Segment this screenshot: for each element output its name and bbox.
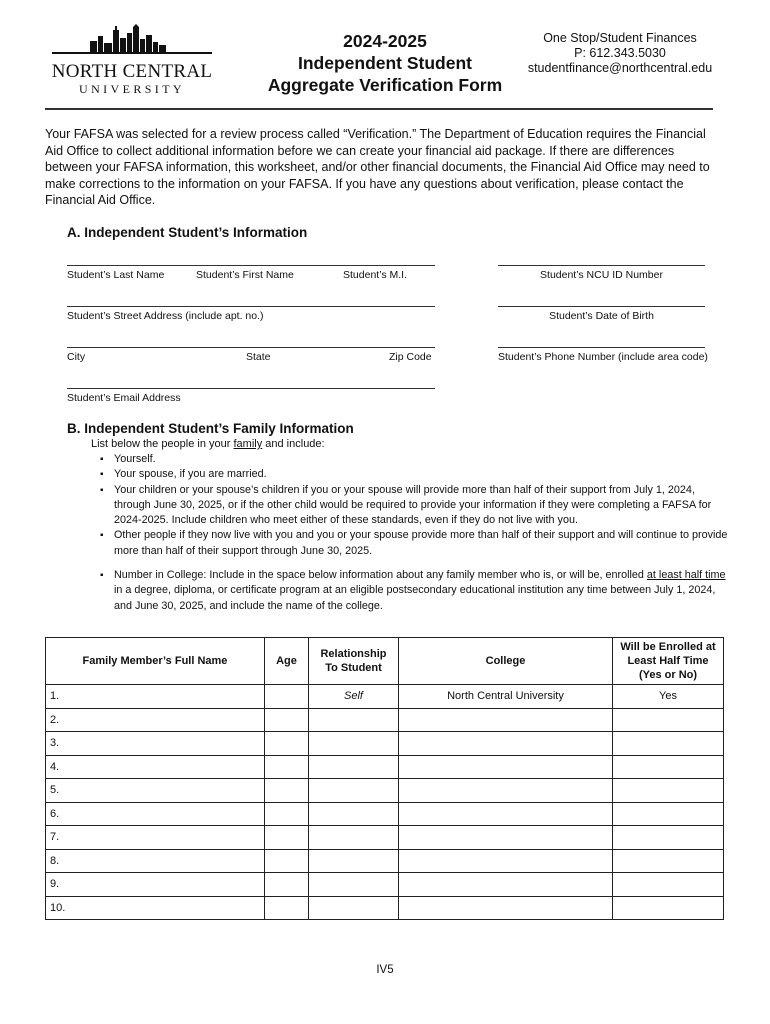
family-include-list [100,452,730,559]
age-cell[interactable] [265,732,309,756]
table-row [46,685,724,709]
college-cell[interactable] [399,802,613,826]
college-cell[interactable] [399,849,613,873]
college-note-text: Number in College: Include in the space below information about any family member who is, or will be, enrolled [114,569,647,581]
table-row [46,802,724,826]
column-header-name: Family Member’s Full Name [46,638,265,685]
ncu-id-label: Student’s NCU ID Number [540,269,663,281]
phone-field-line[interactable] [498,347,705,348]
column-header-relationship: Relationship To Student [309,638,399,685]
half-time-underlined: at least half time [646,569,726,581]
enrolled-cell[interactable] [613,708,724,732]
contact-office: One Stop/Student Finances [543,31,697,45]
relationship-cell[interactable] [309,708,399,732]
name-field-line[interactable] [67,265,435,266]
enrolled-cell[interactable] [613,802,724,826]
relationship-cell[interactable] [309,732,399,756]
age-cell[interactable] [265,755,309,779]
name-cell[interactable]: 3. [46,732,265,756]
column-header-enrolled: Will be Enrolled at Least Half Time (Yes or No) [613,638,724,685]
ncu-id-field-line[interactable] [498,265,705,266]
form-title-line: Aggregate Verification Form [267,75,503,95]
enrolled-cell[interactable] [613,896,724,920]
enrolled-cell[interactable] [613,873,724,897]
last-name-label: Student’s Last Name [67,269,165,281]
mi-label: Student’s M.I. [343,269,408,281]
college-cell[interactable]: North Central University [399,685,613,709]
name-cell[interactable]: 1. [46,685,265,709]
page-footer-code: IV5 [376,964,394,976]
family-members-table [45,637,724,920]
relationship-cell[interactable] [309,802,399,826]
enrolled-cell[interactable] [613,826,724,850]
family-list-intro [91,438,325,450]
college-cell[interactable] [399,708,613,732]
university-logo-name: NORTH CENTRAL [51,61,213,82]
college-cell[interactable] [399,779,613,803]
zip-label: Zip Code [389,351,432,363]
relationship-cell[interactable]: Self [309,685,399,709]
university-logo-skyline [52,24,212,60]
column-header-college: College [399,638,613,685]
enrolled-cell[interactable] [613,779,724,803]
name-cell[interactable]: 8. [46,849,265,873]
age-cell[interactable] [265,826,309,850]
relationship-cell[interactable] [309,896,399,920]
form-title-line: Independent Student [297,53,473,73]
header-divider [45,108,713,110]
name-cell[interactable]: 5. [46,779,265,803]
list-item: ▪ Your spouse, if you are married. [100,467,730,482]
relationship-cell[interactable] [309,779,399,803]
age-cell[interactable] [265,779,309,803]
street-label: Student’s Street Address (include apt. no.) [67,310,264,322]
age-cell[interactable] [265,708,309,732]
table-row [46,896,724,920]
state-label: State [246,351,271,363]
enrolled-cell[interactable] [613,849,724,873]
section-a-heading: A. Independent Student’s Information [67,225,308,240]
list-item [100,568,730,614]
name-cell[interactable]: 2. [46,708,265,732]
enrolled-cell[interactable] [613,755,724,779]
intro-paragraph: Your FAFSA was selected for a review process called “Verification.” The Department of Education requires the Financial Aid Office to collect additional information before we can create your financial aid package. If there are differences between your FAFSA information, this worksheet, and/or other financial documents, the Financial Aid Office may need to make corrections to the information on your FAFSA. If you have any questions about verification, please contact the Financial Aid Office. [45,127,710,207]
relationship-cell[interactable] [309,826,399,850]
relationship-cell[interactable] [309,849,399,873]
college-cell[interactable] [399,826,613,850]
table-row [46,779,724,803]
college-cell[interactable] [399,873,613,897]
street-field-line[interactable] [67,306,435,307]
name-cell[interactable]: 9. [46,873,265,897]
email-field-line[interactable] [67,388,435,389]
college-cell[interactable] [399,732,613,756]
college-cell[interactable] [399,755,613,779]
age-cell[interactable] [265,849,309,873]
name-cell[interactable]: 4. [46,755,265,779]
phone-label: Student’s Phone Number (include area code) [498,351,708,363]
email-label: Student’s Email Address [67,392,181,404]
contact-email: studentfinance@northcentral.edu [527,61,713,75]
dob-label: Student’s Date of Birth [549,310,654,322]
relationship-cell[interactable] [309,873,399,897]
age-cell[interactable] [265,802,309,826]
table-row [46,873,724,897]
enrolled-cell[interactable]: Yes [613,685,724,709]
table-row [46,708,724,732]
table-row [46,826,724,850]
college-note-list [100,568,730,614]
age-cell[interactable] [265,896,309,920]
list-item: ▪ Other people if they now live with you and you or your spouse provide more than half of their support and will continue to provide more than half of their support through June 30, 2025. [100,528,730,559]
dob-field-line[interactable] [498,306,705,307]
contact-info [520,31,720,76]
table-row [46,849,724,873]
list-intro-text: List below the people in your [91,438,234,450]
college-note-text: in a degree, diploma, or certificate program at an eligible postsecondary educational institution any time between July 1, 2024, and June 30, 2025, and include the name of the college. [114,584,716,612]
list-intro-text: and include: [262,438,325,450]
enrolled-cell[interactable] [613,732,724,756]
name-cell[interactable]: 7. [46,826,265,850]
university-logo-sub: UNIVERSITY [79,82,185,96]
list-item: ▪ Yourself. [100,452,730,467]
city-state-zip-field-line[interactable] [67,347,435,348]
relationship-cell[interactable] [309,755,399,779]
column-header-age: Age [265,638,309,685]
table-header-row [46,638,724,685]
form-title [255,30,515,96]
name-cell[interactable]: 6. [46,802,265,826]
city-label: City [67,351,86,363]
college-cell[interactable] [399,896,613,920]
family-underlined-word: family [233,438,263,450]
age-cell[interactable] [265,685,309,709]
table-row [46,732,724,756]
section-b-heading: B. Independent Student’s Family Information [67,421,354,436]
first-name-label: Student’s First Name [196,269,294,281]
contact-phone: P: 612.343.5030 [574,46,666,60]
list-item: ▪ Your children or your spouse’s children if you or your spouse will provide more than half of their support from July 1, 2024, through June 30, 2025, or if the other child would be required to provide your information if they were completing a FAFSA for 2024-2025. Include children who meet either of these standards, even if they do not live with you. [100,483,730,529]
age-cell[interactable] [265,873,309,897]
table-row [46,755,724,779]
name-cell[interactable]: 10. [46,896,265,920]
form-title-line: 2024-2025 [343,31,427,51]
